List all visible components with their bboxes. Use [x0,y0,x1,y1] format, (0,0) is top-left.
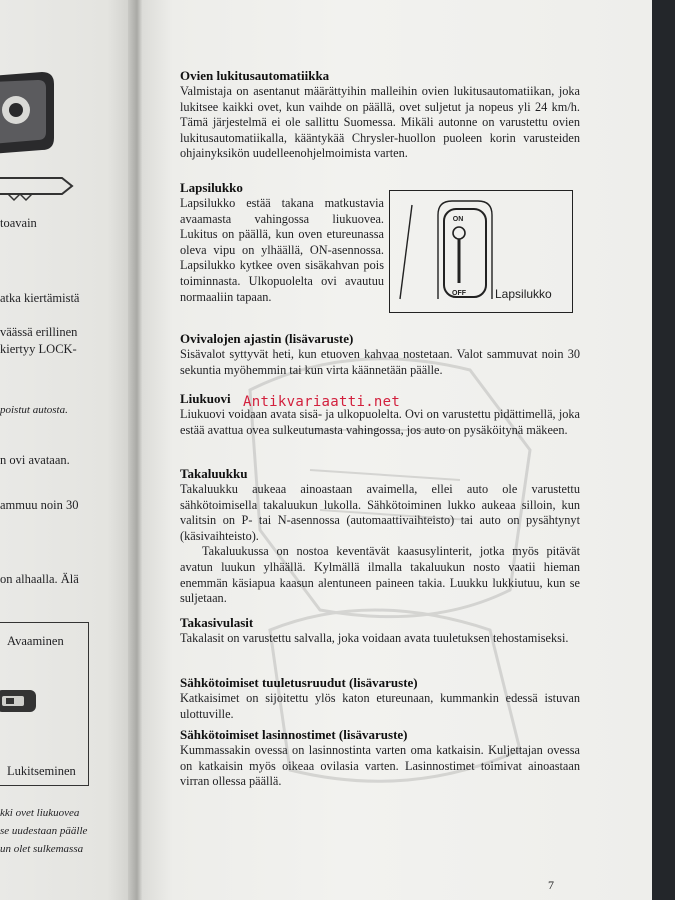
section-tailgate [180,466,580,607]
left-italic-line: se uudestaan päälle [0,825,88,837]
on-text: ON [452,216,464,223]
section-power-windows [180,727,580,790]
watermark: Antikvariaatti.net [243,394,401,410]
section-title: Ovivalojen ajastin (lisävaruste) [180,331,354,346]
key-icon [0,68,60,160]
left-italic-line: kki ovet liukuovea [0,807,80,819]
child-lock-figure [389,190,573,313]
section-body: Sisävalot syttyvät heti, kun etuoven kahvaa nostetaan. Valot sammuvat noin 30 sekuntia myöhemmin tai kun virta käännetään päälle. [180,347,580,377]
section-body-continued: Takaluukussa on nostoa keventävät kaasusylinterit, jotka myös pitävät avatun luukun ylhäällä. Kylmällä ilmalla takaluukun nosto vaatii hieman enemmän käsiapua kaasun alentuneen paineen takia. Luukku lukkiutuu, kun se suljetaan. [180,544,580,606]
section-child-lock [180,180,384,305]
section-body: Kummassakin ovessa on lasinnostinta varten oma katkaisin. Kuljettajan ovessa on katkaisin myös oikeaa ovilasia varten. Lasinnostimet toimivat ainoastaan virran ollessa päällä. [180,743,580,789]
page-number: 7 [548,878,554,892]
left-text-line: atka kiertämistä [0,291,80,305]
section-title: Sähkötoimiset tuuletusruudut (lisävaruste) [180,675,418,690]
left-text-line: on alhaalla. Älä [0,572,79,586]
section-title: Takasivulasit [180,615,254,630]
left-text-line: poistut autosta. [0,404,68,416]
section-body: Liukuovi voidaan avata sisä- ja ulkopuolelta. Ovi on varustettu pidättimellä, joka estää avattua ovea sulkeutumasta vahingossa, jos auto on pysäköitynä mäkeen. [180,407,580,437]
section-title: Takaluukku [180,466,248,481]
left-text-line: väässä erillinen [0,325,78,339]
section-title: Lapsilukko [180,180,243,195]
section-body: Lapsilukko estää takana matkustavia avaamasta vahingossa liukuovea. Lukitus on päällä, kun oven etureunassa oleva vipu on ylhäällä, ON-asennossa. Lapsilukko kytkee oven sisäkahvan pois toiminnasta. Ulkopuolelta ovi avautuu normaaliin tapaan. [180,196,384,304]
left-text-line: n ovi avataan. [0,453,70,467]
left-text-line: kiertyy LOCK- [0,342,77,356]
section-door-lock-automation [180,68,580,162]
section-body: Takaluukku aukeaa ainoastaan avaimella, ellei auto ole varustettu sähkötoimisella takaluukun lukolla. Sähkötoiminen lukko aukeaa silloin, kun valitsin on P- tai N-asennossa (automaattivaihteisto) tai auto on pysähtynyt (käsivaihteisto). [180,482,580,543]
left-italic-line: un olet sulkemassa [0,843,84,855]
lock-switch-icon [0,686,40,716]
left-text-line: ammuu noin 30 [0,498,79,512]
section-body: Takalasit on varustettu salvalla, joka voidaan avata tuuletuksen tehostamiseksi. [180,631,569,645]
section-title: Ovien lukitusautomatiikka [180,68,330,83]
left-page [0,0,134,900]
section-power-vents [180,675,580,722]
section-body: Katkaisimet on sijoitettu ylös katon etureunaan, kummankin edessä istuvan ulottuville. [180,691,580,721]
key-blade-icon [0,172,80,202]
left-text-line: toavain [0,216,37,230]
section-door-light-timer [180,331,580,378]
section-title: Sähkötoimiset lasinnostimet (lisävaruste) [180,727,408,742]
section-rear-side-windows [180,615,580,647]
off-text: OFF [452,290,466,297]
section-title: Liukuovi [180,391,231,406]
lock-label: Lukitseminen [7,764,76,778]
unlock-label: Avaaminen [7,634,64,648]
section-body: Valmistaja on asentanut määrättyihin malleihin ovien lukitusautomatiikan, joka lukitsee kaikki ovet, kun vaihde on päällä, ovet suljetut ja nopeus yli 24 km/h. Tämä järjestelmä ei ole sallittu Suomessa. Mikäli autonne on varustettu ovien lukitusautomatiikalla, kääntykää Chrysler-huollon puoleen korin varusteiden ohjainyksikön uudelleenohjelmoimista varten. [180,84,580,161]
figure-caption: Lapsilukko [495,287,552,301]
